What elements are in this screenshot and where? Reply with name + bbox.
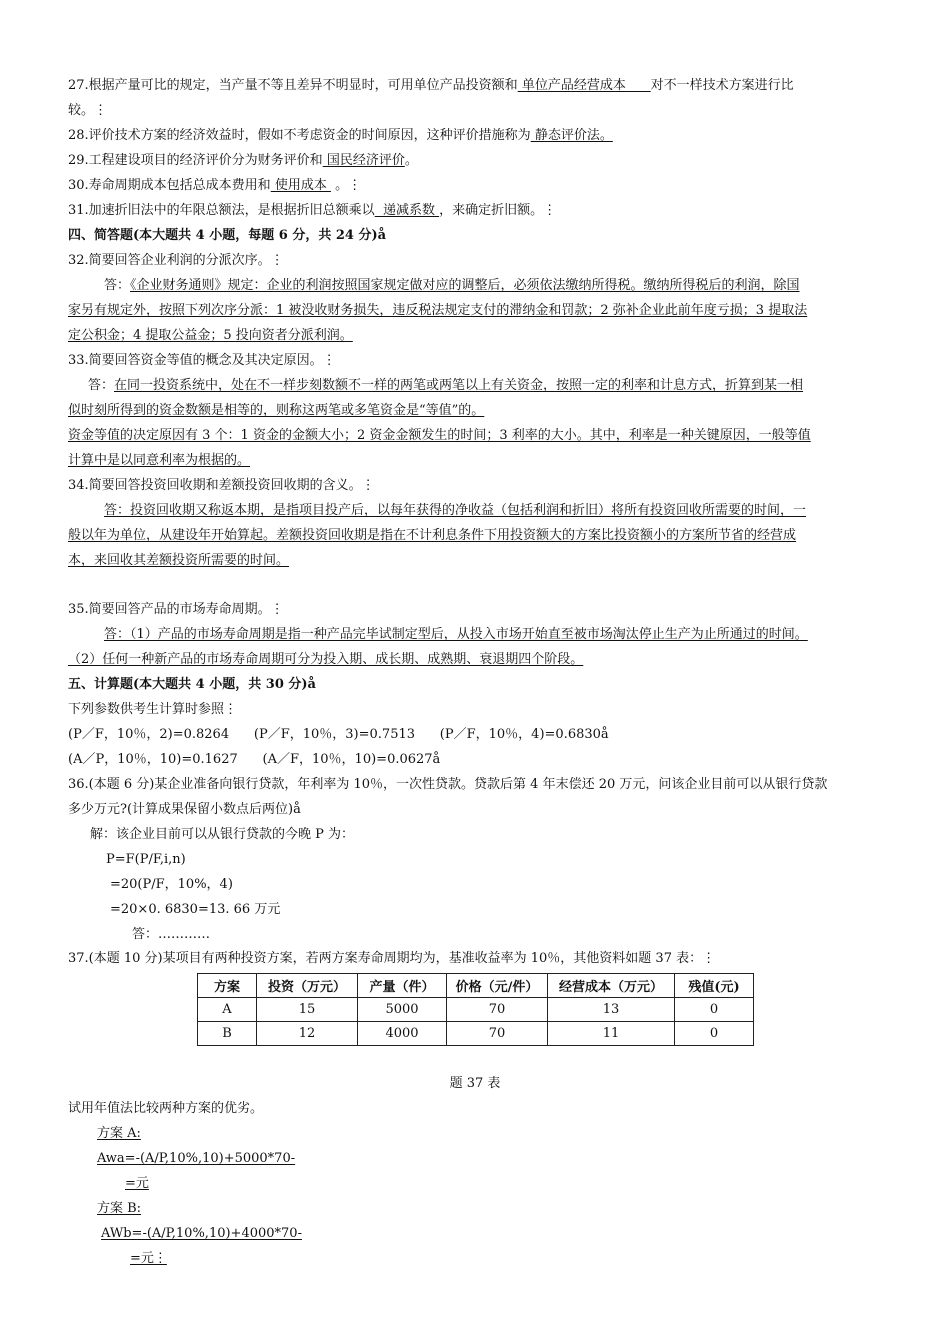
q37-table-caption: 题 37 表: [449, 1076, 501, 1091]
q36-formula: P=F(P/F,i,n): [106, 852, 186, 867]
q32-answer-text1: 《企业财务通则》规定：企业的利润按照国家规定做对应的调整后，必须依法缴纳所得税。缴纳所得税后的利润，除国: [130, 278, 800, 293]
q27-text-tail: 对不一样技术方案进行比: [650, 78, 794, 93]
q27-answer: 单位产品经营成本: [517, 78, 651, 93]
q37-plan-a-result: =元: [125, 1176, 149, 1191]
q31-answer: 递减系数: [374, 203, 440, 218]
section-5-heading: 五、计算题(本大题共 4 小题，共 30 分)å: [68, 677, 316, 692]
q34-question: 34.简要回答投资回收期和差额投资回收期的含义。⋮: [68, 478, 375, 493]
q27-line1: [68, 77, 884, 95]
q37-plan-a-label: 方案 A:: [97, 1126, 141, 1141]
q30-text: 30.寿命周期成本包括总成本费用和: [68, 178, 271, 193]
q37-plan-b-label: 方案 B:: [97, 1201, 142, 1216]
q27-line2: 较。⋮: [68, 103, 108, 118]
params-line2: (A／P，10％，10)=0.1627 (A／F，10％，10)=0.0627å: [68, 752, 441, 767]
q29-line: [68, 152, 884, 170]
q37-plan-b-formula: AWb=-(A/P,10%,10)+4000*70-: [101, 1226, 302, 1241]
table-cell: 70: [447, 1022, 548, 1046]
table-cell: 4000: [358, 1022, 447, 1046]
q30-answer: 使用成本: [270, 178, 331, 193]
q37-ask: 试用年值法比较两种方案的优劣。: [68, 1101, 264, 1116]
q32-answer-line2: 家另有规定外，按照下列次序分派：1 被没收财务损失，违反税法规定支付的滞纳金和罚款；2 弥补企业此前年度亏损；3 提取法: [68, 303, 808, 318]
q36-step1: =20(P/F，10%，4): [110, 877, 233, 892]
q33-question: 33.简要回答资金等值的概念及其决定原因。⋮: [68, 353, 336, 368]
q28-answer: 静态评价法。: [530, 128, 613, 143]
q33-answer-line2: 似时刻所得到的资金数额是相等的，则称这两笔或多笔资金是“等值”的。: [68, 403, 485, 418]
table-cell: 0: [675, 1022, 754, 1046]
q31-line: [68, 202, 884, 220]
q37-question: 37.(本题 10 分)某项目有两种投资方案，若两方案寿命周期均为，基准收益率为 10％，其他资料如题 37 表：⋮: [68, 951, 716, 966]
table-row: [198, 1022, 754, 1046]
q37-plan-a-formula: Awa=-(A/P,10%,10)+5000*70-: [97, 1151, 296, 1166]
q35-question: 35.简要回答产品的市场寿命周期。⋮: [68, 602, 284, 617]
table-cell: B: [198, 1022, 257, 1046]
q27-text: 27.根据产量可比的规定，当产量不等且差异不明显时，可用单位产品投资额和: [68, 78, 518, 93]
table-cell: 0: [675, 998, 754, 1022]
q37-header-operating-cost: 经营成本（万元）: [548, 974, 675, 998]
q36-question-line1: 36.(本题 6 分)某企业准备向银行贷款，年利率为 10％，一次性贷款。贷款后第 4 年末偿还 20 万元，问该企业目前可以从银行贷款: [68, 777, 828, 792]
q28-line: [68, 127, 884, 145]
params-line1: (P／F，10％，2)=0.8264 (P／F，10％，3)=0.7513 (P／F，10％，4)=0.6830å: [68, 727, 609, 742]
q37-header-plan: 方案: [198, 974, 257, 998]
q37-header-price: 价格（元/件）: [447, 974, 548, 998]
q34-answer-line3: 本，来回收其差额投资所需要的时间。: [68, 553, 290, 568]
q32-answer-prefix: 答：: [104, 278, 131, 293]
table-cell: A: [198, 998, 257, 1022]
q37-header-investment: 投资（万元）: [257, 974, 358, 998]
q33-answer-prefix: 答：: [88, 378, 115, 393]
q36-solution-intro: 解：该企业目前可以从银行贷款的今晚 P 为：: [90, 827, 355, 842]
table-row: [198, 998, 754, 1022]
q31-text-tail: ，来确定折旧额。⋮: [439, 203, 557, 218]
q33-answer-line4: 计算中是以同意利率为根据的。: [68, 453, 251, 468]
q37-header-salvage: 残值(元): [675, 974, 754, 998]
q35-answer-line2: （2）任何一种新产品的市场寿命周期可分为投入期、成长期、成熟期、衰退期四个阶段。: [68, 652, 584, 667]
q31-text: 31.加速折旧法中的年限总额法，是根据折旧总额乘以: [68, 203, 375, 218]
q29-answer: 国民经济评价: [322, 153, 405, 168]
q29-text-tail: 。: [404, 153, 418, 168]
table-cell: 13: [548, 998, 675, 1022]
q32-answer-line1: [104, 277, 884, 295]
q37-plan-b-result: =元⋮: [130, 1251, 167, 1266]
section-4-heading: 四、简答题(本大题共 4 小题，每题 6 分，共 24 分)å: [68, 228, 387, 243]
table-cell: 5000: [358, 998, 447, 1022]
q36-question-line2: 多少万元?(计算成果保留小数点后两位)å: [68, 802, 301, 817]
params-intro: 下列参数供考生计算时参照⋮: [68, 702, 238, 717]
q36-step2: =20×0. 6830=13. 66 万元: [110, 902, 281, 917]
q33-answer-text1: 在同一投资系统中，处在不一样步刻数额不一样的两笔或两笔以上有关资金，按照一定的利率和计息方式，折算到某一相: [114, 378, 804, 393]
table-cell: 11: [548, 1022, 675, 1046]
q32-question: 32.简要回答企业利润的分派次序。⋮: [68, 253, 284, 268]
q37-header-output: 产量（件）: [358, 974, 447, 998]
q30-line: [68, 177, 884, 195]
q28-text: 28.评价技术方案的经济效益时，假如不考虑资金的时间原因，这种评价措施称为: [68, 128, 531, 143]
q30-text-tail: 。⋮: [330, 178, 362, 193]
q33-answer-line1: [88, 377, 884, 395]
q33-answer-line3: 资金等值的决定原因有 3 个：1 资金的金额大小；2 资金金额发生的时间；3 利率的大小。其中，利率是一种关键原因，一般等值: [68, 428, 811, 443]
q37-table: [197, 973, 754, 1046]
q35-answer-line1: 答：（1）产品的市场寿命周期是指一种产品完毕试制定型后，从投入市场开始直至被市场淘汰停止生产为止所通过的时间。: [104, 627, 808, 642]
q34-answer-line2: 般以年为单位，从建设年开始算起。差额投资回收期是指在不计利息条件下用投资额大的方案比投资额小的方案所节省的经营成: [68, 528, 797, 543]
table-cell: 70: [447, 998, 548, 1022]
table-cell: 15: [257, 998, 358, 1022]
q36-answer: 答：…………: [132, 927, 211, 942]
q34-answer-line1: 答：投资回收期又称返本期，是指项目投产后，以每年获得的净收益（包括利润和折旧）将所有投资回收所需要的时间，一: [104, 503, 807, 518]
table-cell: 12: [257, 1022, 358, 1046]
q32-answer-line3: 定公积金；4 提取公益金；5 投向资者分派利润。: [68, 328, 353, 343]
q37-table-header-row: [198, 974, 754, 998]
q29-text: 29.工程建设项目的经济评价分为财务评价和: [68, 153, 323, 168]
